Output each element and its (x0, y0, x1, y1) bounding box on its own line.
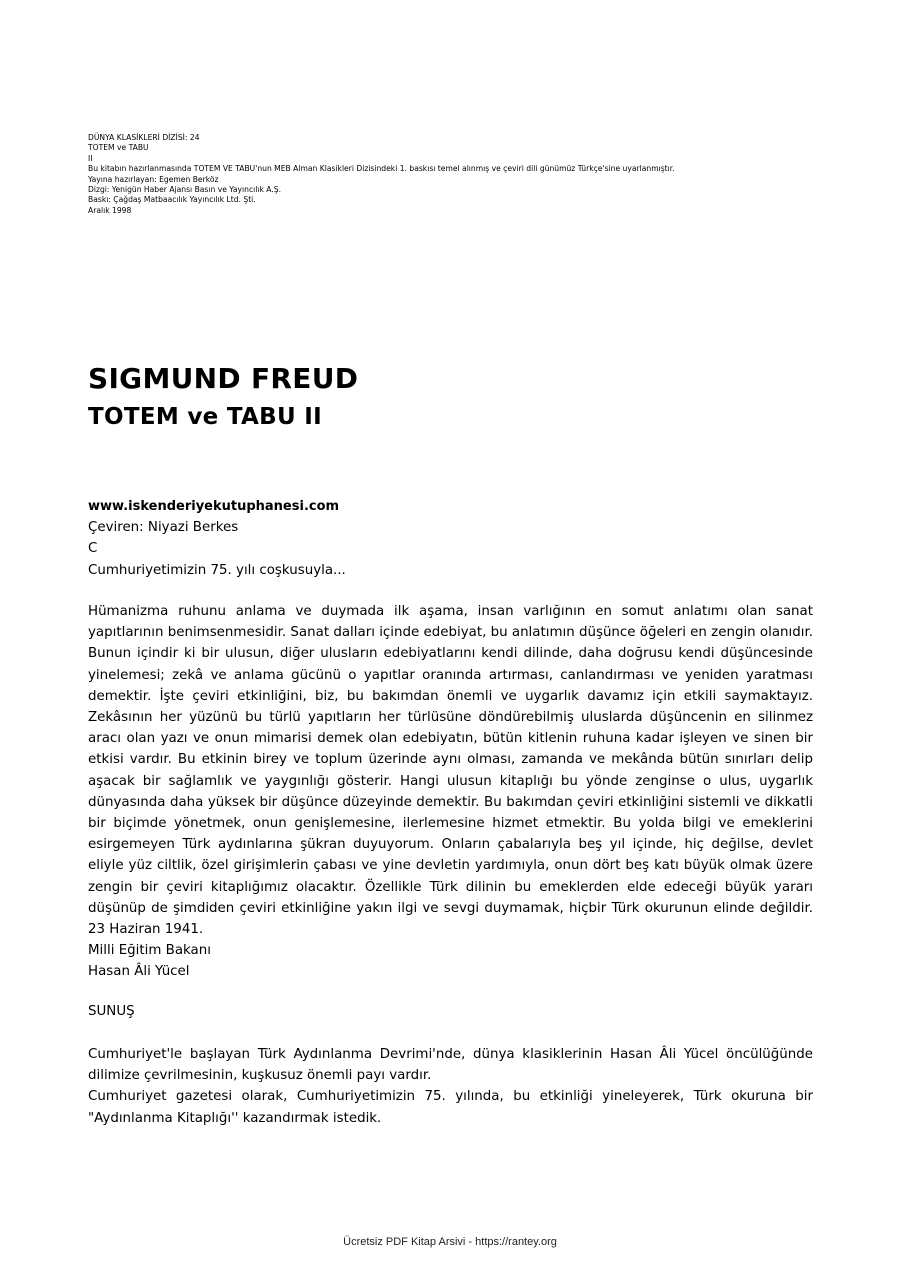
signature-name: Hasan Âli Yücel (88, 964, 190, 980)
colophon-title: TOTEM ve TABU (88, 143, 149, 153)
dedication-line: Cumhuriyetimizin 75. yılı coşkusuyla... (88, 562, 346, 578)
website-link[interactable]: www.iskenderiyekutuphanesi.com (88, 499, 340, 514)
colophon (88, 133, 848, 216)
colophon-volume: II (88, 153, 93, 163)
sunus-paragraph-1: Cumhuriyet'le başlayan Türk Aydınlanma Devrimi'nde, dünya klasiklerinin Hasan Âli Yücel öncülüğünde dilimize çevrilmesinin, kuşkusuz önemli payı vardır. (88, 1047, 813, 1084)
book-title: TOTEM ve TABU II (88, 404, 322, 430)
title-block (88, 361, 358, 437)
front-info (88, 496, 346, 581)
preface-section (88, 601, 813, 983)
sunus-heading: SUNUŞ (88, 1004, 135, 1019)
colophon-note: Bu kitabın hazırlanmasında TOTEM VE TABU'nun MEB Alman Klasikleri Dizisindeki 1. baskısı temel alınmış ve çeviri dili günümüz Türkçe'sine uyarlanmıştır. (88, 164, 675, 174)
translator-line: Çeviren: Niyazi Berkes (88, 520, 239, 536)
sunus-section (88, 1044, 813, 1129)
sunus-paragraph-2: Cumhuriyet gazetesi olarak, Cumhuriyetimizin 75. yılında, bu etkinliği yineleyerek, Türk okuruna bir "Aydınlanma Kitaplığı'' kazandırmak istedik. (88, 1089, 813, 1126)
colophon-printing: Baskı: Çağdaş Matbaacılık Yayıncılık Ltd. Şti. (88, 195, 256, 205)
colophon-prepared-by: Yayına hazırlayan: Egemen Berköz (88, 174, 219, 184)
colophon-date: Aralık 1998 (88, 205, 132, 215)
author-name: SIGMUND FREUD (88, 362, 359, 395)
preface-paragraph: Hümanizma ruhunu anlama ve duymada ilk aşama, insan varlığının en somut anlatımı olan sanat yapıtlarının benimsenmesidir. Sanat dalları içinde edebiyat, bu anlatımın düşünce öğeleri en zengin olanıdır. Bunun içindir ki bir ulusun, diğer ulusların edebiyatlarını kendi dilinde, daha doğrusu kendi düşüncesinde yinelemesi; zekâ ve anlama gücünü o yapıtlar oranında artırması, canlandırması ve yeniden yaratması demektir. İşte çeviri etkinliğini, biz, bu bakımdan önemli ve uygarlık davamız için etkili saymaktayız. Zekâsının her yüzünü bu türlü yapıtların her türlüsüne döndürebilmiş uluslarda düşüncenin en silinmez aracı olan yazı ve onun mimarisi demek olan edebiyatın, bütün kitlenin ruhuna kadar işleyen ve sinen bir etkisi vardır. Bu etkinin birey ve toplum üzerinde aynı olması, zamanda ve mekânda bütün sınırları delip aşacak bir sağlamlık ve yaygınlığı gösterir. Hangi ulusun kitaplığı bu yönde zenginse o ulus, uygarlık dünyasında daha yüksek bir düşünce düzeyinde demektir. Bu bakımdan çeviri etkinliğini sistemli ve dikkatli bir biçimde yönetmek, onun genişlemesine, ilerlemesine hizmet etmektir. Bu yolda bilgi ve emeklerini esirgemeyen Türk aydınlarına şükran duyuyorum. Onların çabalarıyla beş yıl içinde, hiç değilse, devlet eliyle yüz ciltlik, özel girişimlerin çabası ve yine devletin yardımıyla, onun dört beş katı büyük olmak üzere zengin bir çeviri kitaplığımız olacaktır. Özellikle Türk dilinin bu emeklerden elde edeceği büyük yararı düşünüp de şimdiden çeviri etkinliğine yakın ilgi ve sevgi duymamak, hiçbir Türk okurunun elinde değildir. 23 Haziran 1941. (88, 604, 813, 938)
colophon-typesetting: Dizgi: Yenigün Haber Ajansı Basın ve Yayıncılık A.Ş. (88, 185, 281, 195)
colophon-series: DÜNYA KLASİKLERİ DİZİSİ: 24 (88, 133, 200, 142)
page-footer: Ücretsiz PDF Kitap Arsivi - https://rantey.org (343, 1236, 557, 1248)
signature-role: Milli Eğitim Bakanı (88, 943, 211, 959)
c-line: C (88, 541, 98, 557)
